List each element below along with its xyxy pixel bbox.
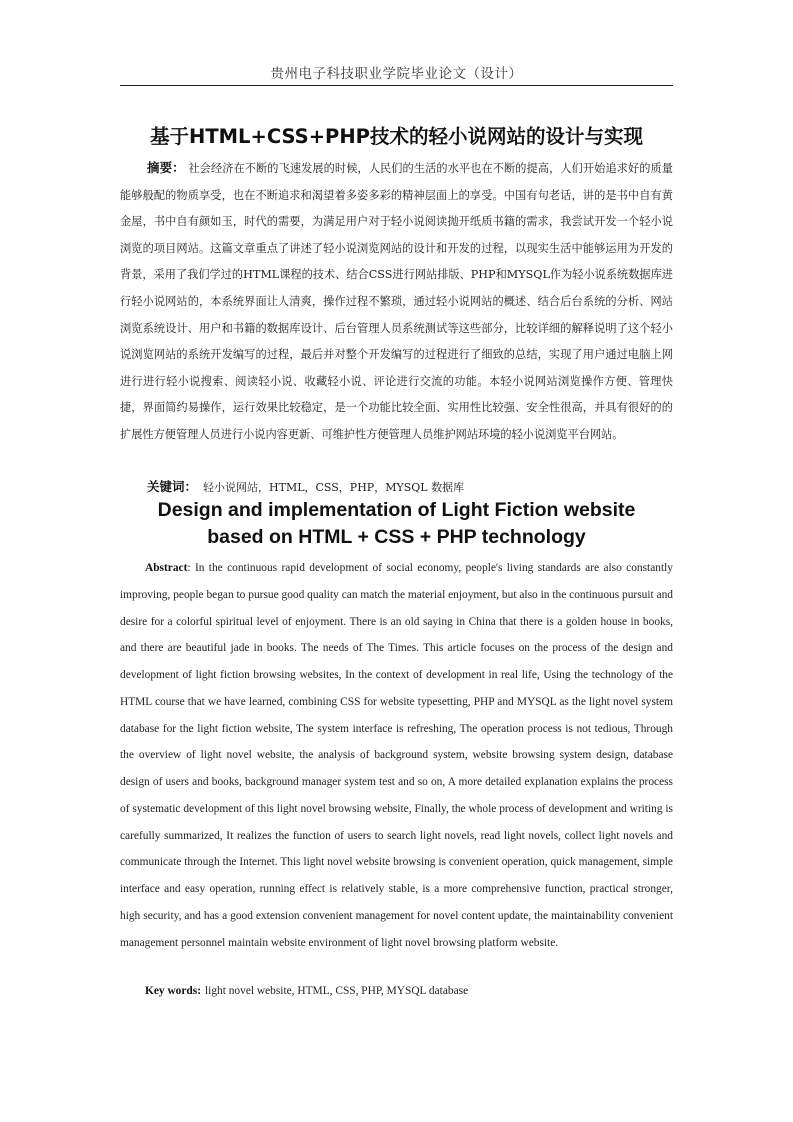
english-keywords-label: Key words: (145, 985, 201, 997)
chinese-abstract-text: 社会经济在不断的飞速发展的时候，人民们的生活的水平也在不断的提高，人们开始追求好的质量能够般配的物质享受，也在不断追求和渴望着多姿多彩的精神层面上的享受。中国有句老话，讲的是书中自有黄金屋，书中自有颜如玉，时代的需要，为满足用户对于轻小说阅读抛开纸质书籍的需求，我尝试开发一个轻小说浏览的项目网站。这篇文章重点了讲述了轻小说浏览网站的设计和开发的过程，以现实生活中能够运用为开发的背景，采用了我们学过的HTML课程的技术、结合CSS进行网站排版、PHP和MYSQL作为轻小说系统数据库进行轻小说网站的，本系统界面让人清爽，操作过程不繁琐，通过轻小说网站的概述、结合后台系统的分析、网站浏览系统设计、用户和书籍的数据库设计、后台管理人员系统测试等这些部分，比较详细的解释说明了这个轻小说浏览网站的系统开发编写的过程，最后并对整个开发编写的过程进行了细致的总结，实现了用户通过电脑上网进行进行轻小说搜索、阅读轻小说、收藏轻小说、评论进行交流的功能。本轻小说网站浏览操作方便、管理快捷，界面简约易操作，运行效果比较稳定，是一个功能比较全面、实用性比较强、安全性很高，并具有很好的的扩展性方便管理人员进行小说内容更新、可维护性方便管理人员维护网站环境的轻小说浏览平台网站。 (120, 162, 673, 441)
english-abstract-label: Abstract (145, 562, 188, 574)
chinese-keywords (147, 477, 673, 495)
chinese-abstract-label: 摘要： (147, 160, 185, 175)
english-abstract-text: : In the continuous rapid development of social economy, people's living standards are also constantly improving, people began to pursue good quality can match the material enjoyment, but also in the continuous pursuit and desire for a colorful spiritual level of enjoyment. There is an old saying in China that there is a golden house in books, and there are beautiful jade in books. The needs of The Times. This article focuses on the process of the design and development of light fiction browsing websites, In the context of development in real life, Using the technology of the HTML course that we have learned, combining CSS for website typesetting, PHP and MYSQL as the light novel system database for the light fiction website, The system interface is refreshing, The operation process is not tedious, Through the overview of light novel website, the analysis of background system, website browsing system design, database design of users and books, background manager system test and so on, A more detailed explanation explains the process of systematic development of this light novel browsing website, Finally, the whole process of development and writing is carefully summarized, It realizes the function of users to search light novels, read light novels, collect light novels and communicate through the Internet. This light novel website browsing is convenient operation, quick management, simple interface and easy operation, running effect is relatively stable, is a more comprehensive function, practical stronger, high security, and has a good extension convenient management for novel content update, the maintainability convenient management personnel maintain website environment of light novel browsing platform website. (120, 562, 673, 949)
english-title-line-2: based on HTML + CSS + PHP technology (207, 526, 586, 548)
chinese-title: 基于HTML+CSS+PHP技术的轻小说网站的设计与实现 (150, 125, 643, 148)
english-abstract (120, 555, 673, 956)
running-header: 贵州电子科技职业学院毕业论文（设计） (270, 66, 523, 82)
english-keywords-text: light novel website, HTML, CSS, PHP, MYSQL database (205, 985, 469, 997)
english-title-line-1: Design and implementation of Light Fiction website (157, 499, 636, 521)
chinese-keywords-text: 轻小说网站，HTML，CSS，PHP，MYSQL 数据库 (203, 481, 465, 494)
header-rule (120, 85, 673, 86)
english-title (120, 497, 673, 551)
chinese-keywords-label: 关键词： (147, 479, 198, 494)
english-keywords (145, 985, 673, 997)
chinese-abstract (120, 155, 673, 449)
